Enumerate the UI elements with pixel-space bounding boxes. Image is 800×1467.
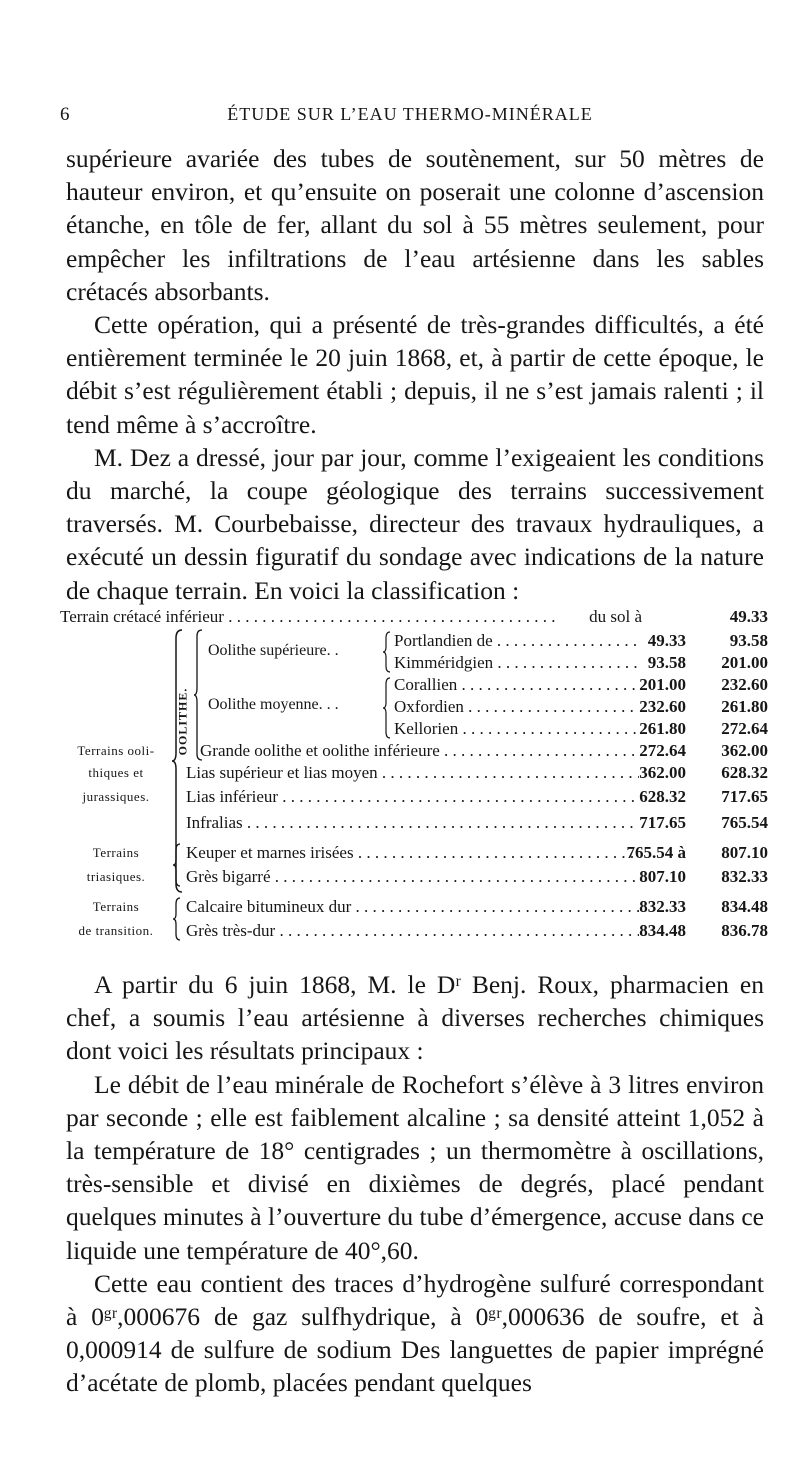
row-from: 765.54 à [626,843,686,862]
row-label: Terrain crétacé inférieur . . . [60,606,560,628]
row-from: 261.80 [639,719,686,738]
page-header [60,104,760,130]
row-from: 201.00 [639,675,686,694]
paragraph: Le débit de l’eau minérale de Rochefort s’élève à 3 litres environ par seconde ; elle est faiblement alcaline ; sa densité atteint 1,052 à la température de 18° centigrades ; un thermomètre à oscillations, très-sensible et divisé en dixièmes de degrés, placé pendant quelques minutes à l’ouverture du tube d’émergence, accuse dans ce liquide une température de 40°,60. [66,1069,764,1265]
row-label: Calcaire bitumineux dur . . . [186,896,639,918]
row-from: 49.33 [647,631,686,650]
row-to: 272.64 [721,719,768,738]
paragraph: A partir du 6 juin 1868, M. le Dʳ Benj. Roux, pharmacien en chef, a soumis l’eau artésienne à diverses recherches chimiques dont voici les résultats principaux : [66,970,764,1066]
row-label: Oxfordien . . . [394,696,639,718]
row-to: 362.00 [721,741,768,760]
row-from: 232.60 [639,697,686,716]
row-label: Infralias . . . [186,812,639,834]
row-label: Corallien . . . [394,674,639,696]
row-to: 628.32 [721,763,768,782]
table-row [60,696,772,718]
group-label: thiques et [88,765,144,780]
row-to: 261.80 [721,697,768,716]
subgroup-label: Oolithe supérieure. . [208,642,339,659]
group-label: Terrains [92,845,140,860]
row-to: 836.78 [721,921,768,940]
oolithe-vertical-label: OOLITHE. [175,687,190,756]
table-row [60,762,772,784]
row-to: 717.65 [721,787,768,806]
subgroup-label: Oolithe moyenne. . . [208,696,339,713]
row-from: 717.65 [639,813,686,832]
row-label: Lias supérieur et lias moyen . . . [186,762,639,784]
row-from: 362.00 [639,763,686,782]
row-label: Portlandien de . . . [394,630,639,652]
table-row [60,740,772,762]
row-from: 832.33 [639,897,686,916]
table-row [60,786,772,808]
page-number: 6 [60,104,70,125]
row-to: 765.54 [721,813,768,832]
row-label: Grande oolithe et oolithe inférieure . . . [200,740,639,762]
row-label: Kellorien . . . [394,718,639,740]
group-label: Terrains ooli- [77,743,155,758]
paragraph: M. Dez a dressé, jour par jour, comme l’exigeaient les conditions du marché, la coupe géologique des terrains successivement traversés. M. Courbebaisse, directeur des travaux hydrauliques, a exécuté un dessin figuratif du sondage avec indications de la nature de chaque terrain. En voici la classification : [66,442,764,605]
body-text-bottom [66,968,764,1400]
row-from: 272.64 [639,741,686,760]
group-label: triasiques. [86,869,146,884]
row-from: 807.10 [639,867,686,886]
row-from: 93.58 [647,653,686,672]
paragraph: Cette opération, qui a présenté de très-grandes difficultés, a été entièrement terminée le 20 juin 1868, et, à partir de cette époque, le débit s’est régulièrement établi ; depuis, il ne s’est jamais ralenti ; il tend même à s’accroître. [66,310,764,439]
table-row [60,718,772,740]
row-to: 834.48 [721,897,768,916]
row-label: Kimméridgien . . . [394,652,639,674]
table-row [60,652,772,674]
table-row [60,920,772,942]
body-text-top [66,142,764,607]
row-from: 834.48 [639,921,686,940]
row-to: 201.00 [721,653,768,672]
row-label: Keuper et marnes irisées . . . [186,842,639,864]
running-head: ÉTUDE SUR L’EAU THERMO-MINÉRALE [227,104,593,124]
paragraph: supérieure avariée des tubes de soutènement, sur 50 mètres de hauteur environ, et qu’ensuite on poserait une colonne d’ascension étanche, en tôle de fer, allant du sol à 55 mètres seulement, pour empêcher les infiltrations de l’eau artésienne dans les sables crétacés absorbants. [66,144,764,306]
group-label: Terrains [92,899,140,914]
table-row [60,866,772,888]
row-label: Lias inférieur . . . [186,786,639,808]
row-label: Grès très-dur . . . [186,920,639,942]
group-label: de transition. [78,923,154,938]
paragraph: Cette eau contient des traces d’hydrogène sulfuré correspondant à 0ᵍʳ,000676 de gaz sulfhydrique, à 0ᵍʳ,000636 de soufre, et à 0,000914 de sulfure de sodium Des languettes de papier imprégné d’acétate de plomb, placées pendant quelques [66,1268,764,1398]
row-from: du sol à [589,607,642,626]
row-to: 807.10 [721,843,768,862]
table-row [60,674,772,696]
table-row [60,630,772,652]
table-row [60,606,772,628]
table-row [60,812,772,834]
table-row [60,896,772,918]
group-label: jurassiques. [82,789,150,804]
row-to: 49.33 [729,607,768,626]
row-from: 628.32 [639,787,686,806]
table-row [60,842,772,864]
row-to: 232.60 [721,675,768,694]
row-label: Grès bigarré . . . [186,866,639,888]
row-to: 93.58 [729,631,768,650]
row-to: 832.33 [721,867,768,886]
